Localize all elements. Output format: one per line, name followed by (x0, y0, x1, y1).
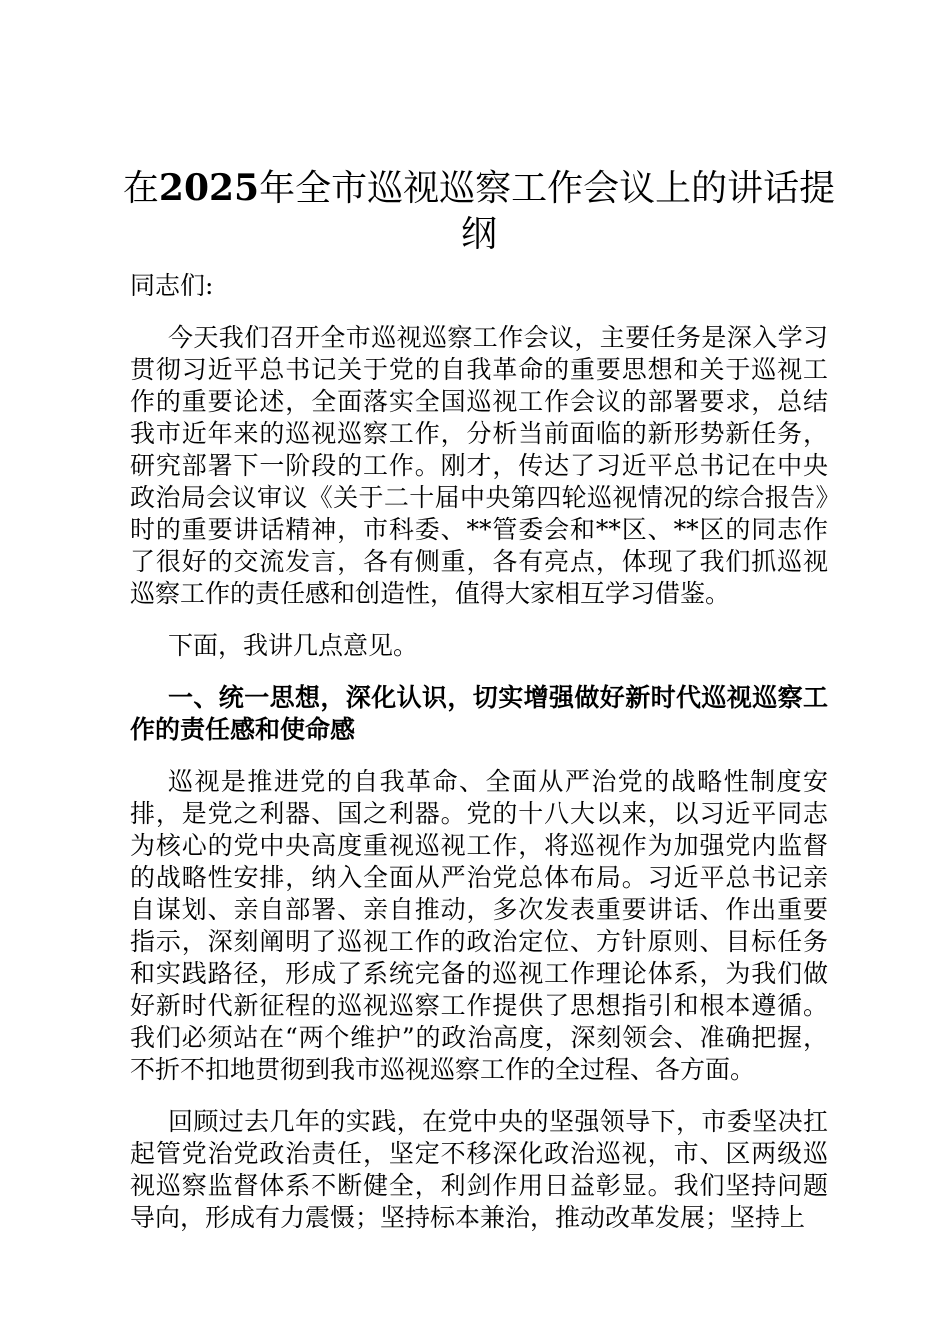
title-suffix: 年全市巡视巡察工作会议上的讲话提纲 (259, 168, 836, 255)
body-paragraph: 巡视是推进党的自我革命、全面从严治党的战略性制度安排，是党之利器、国之利器。党的十八大以来，以习近平同志为核心的党中央高度重视巡视工作，将巡视作为加强党内监督的战略性安排，纳入全面从严治党总体布局。习近平总书记亲自谋划、亲自部署、亲自推动，多次发表重要讲话、作出重要指示，深刻阐明了巡视工作的政治定位、方针原则、目标任务和实践路径，形成了系统完备的巡视工作理论体系，为我们做好新时代新征程的巡视巡察工作提供了思想指引和根本遵循。我们必须站在“两个维护”的政治高度，深刻领会、准确把握，不折不扣地贯彻到我市巡视巡察工作的全过程、各方面。 (130, 767, 828, 1084)
body-paragraph: 下面，我讲几点意见。 (168, 631, 419, 660)
salutation: 同志们: (130, 271, 214, 300)
title-year: 2025 (158, 167, 260, 209)
title-prefix: 在 (122, 168, 159, 209)
document-title (110, 165, 848, 258)
body-paragraph: 回顾过去几年的实践，在党中央的坚强领导下，市委坚决扛起管党治党政治责任，坚定不移深化政治巡视，市、区两级巡视巡察监督体系不断健全，利剑作用日益彰显。我们坚持问题导向，形成有力震慑；坚持标本兼治，推动改革发展；坚持上 (130, 1107, 828, 1232)
document-page (122, 165, 836, 1254)
body-paragraph: 今天我们召开全市巡视巡察工作会议，主要任务是深入学习贯彻习近平总书记关于党的自我革命的重要思想和关于巡视工作的重要论述，全面落实全国巡视工作会议的部署要求，总结我市近年来的巡视巡察工作，分析当前面临的新形势新任务，研究部署下一阶段的工作。刚才，传达了习近平总书记在中央政治局会议审议《关于二十届中央第四轮巡视情况的综合报告》时的重要讲话精神，市科委、**管委会和**区、**区的同志作了很好的交流发言，各有侧重，各有亮点，体现了我们抓巡视巡察工作的责任感和创造性，值得大家相互学习借鉴。 (130, 323, 828, 608)
section-heading: 一、统一思想，深化认识，切实增强做好新时代巡视巡察工作的责任感和使命感 (130, 683, 828, 744)
